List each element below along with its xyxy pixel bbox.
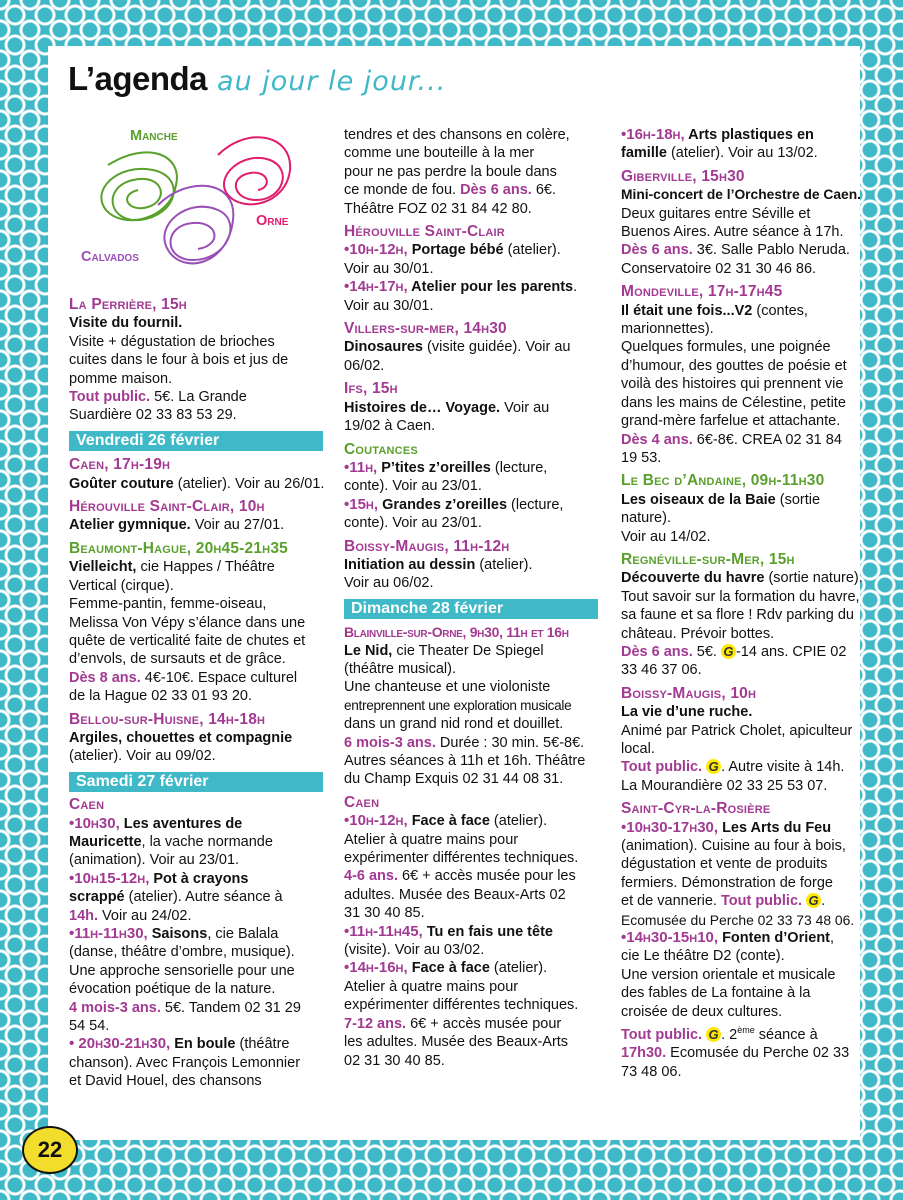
column-3 bbox=[621, 126, 883, 1081]
event-time: •11h-11h45, bbox=[344, 922, 423, 940]
event-text: ce monde de fou. bbox=[344, 182, 461, 199]
event-title: Les Arts du Feu bbox=[718, 819, 832, 836]
event-text: du Champ Exquis 02 31 44 08 31. bbox=[344, 771, 564, 788]
event-text: 6€ + accès musée pour les bbox=[398, 868, 576, 885]
event-text: Suardière 02 33 83 53 29. bbox=[69, 407, 237, 424]
event-location: Saint-Cyr-la-Rosière bbox=[621, 800, 771, 818]
event-title: Atelier pour les parents bbox=[407, 279, 574, 296]
event-text: Voir au 27/01. bbox=[190, 517, 285, 534]
event-title: Visite du fournil. bbox=[69, 315, 183, 332]
event bbox=[344, 441, 606, 533]
event-text: (atelier). Voir au 13/02. bbox=[666, 145, 818, 162]
event bbox=[621, 283, 883, 467]
event-continued bbox=[344, 126, 606, 218]
event-title: famille bbox=[621, 145, 667, 162]
event bbox=[344, 320, 606, 375]
event-text: Voir au 06/02. bbox=[344, 575, 434, 592]
event-location: Boissy-Maugis, 10h bbox=[621, 684, 757, 702]
event-title: Portage bébé bbox=[407, 242, 504, 259]
event-text: adultes. Musée des Beaux-Arts 02 bbox=[344, 886, 566, 903]
event-text: Théâtre FOZ 02 31 84 42 80. bbox=[344, 200, 532, 217]
event-text: Quelques formules, une poignée bbox=[621, 339, 831, 356]
event bbox=[621, 551, 883, 680]
event-text: marionnettes). bbox=[621, 321, 714, 338]
event bbox=[69, 711, 329, 766]
event-text: 6€ + accès musée pour bbox=[406, 1015, 562, 1032]
event-location: Hérouville Saint-Clair, 10h bbox=[69, 498, 265, 516]
page-number: 22 bbox=[22, 1126, 78, 1174]
event-title: Initiation au dessin bbox=[344, 556, 476, 573]
event-title: Atelier gymnique. bbox=[69, 517, 191, 534]
event-text: 02 31 30 40 85. bbox=[344, 1052, 445, 1069]
event-time: •10h15-12h, bbox=[69, 869, 150, 887]
event-text: , bbox=[830, 930, 835, 947]
event-text: dégustation et vente de produits bbox=[621, 856, 828, 873]
event-text: Femme-pantin, femme-oiseau, bbox=[69, 596, 267, 613]
event-title: Dinosaures bbox=[344, 339, 423, 356]
event-location: Le Bec d’Andaine, 09h-11h30 bbox=[621, 472, 825, 490]
event-text: (danse, théâtre d’ombre, musique). bbox=[69, 944, 295, 961]
event-title: Face à face bbox=[407, 960, 490, 977]
event-location: Ifs, 15h bbox=[344, 380, 398, 398]
event-title: Les oiseaux de la Baie bbox=[621, 491, 776, 508]
event-text: cie Happes / Théâtre bbox=[136, 559, 275, 576]
event-text: sa faune et sa flore ! Rdv parking du bbox=[621, 607, 854, 624]
event-location: Beaumont-Hague, 20h45-21h35 bbox=[69, 539, 288, 557]
event-text: cuites dans le four à bois et jus de bbox=[69, 352, 289, 369]
event-text: . bbox=[821, 893, 826, 910]
event-text: Voir au 14/02. bbox=[621, 528, 711, 545]
event bbox=[621, 685, 883, 795]
event-text: des fables de La fontaine à la bbox=[621, 985, 811, 1002]
event-text: les adultes. Musée des Beaux-Arts bbox=[344, 1034, 569, 1051]
event-time: 17h30. bbox=[621, 1045, 667, 1062]
event-text: Buenos Aires. Autre séance à 17h. bbox=[621, 224, 844, 241]
title-script: au jour le jour... bbox=[217, 66, 447, 97]
event-text: La Mourandière 02 33 25 53 07. bbox=[621, 777, 828, 794]
event-time: •10h30-17h30, bbox=[621, 818, 719, 836]
event-text: fermiers. Démonstration de forge bbox=[621, 874, 833, 891]
age-label: Dès 4 ans. bbox=[621, 431, 693, 448]
event bbox=[621, 472, 883, 546]
map-label-manche: Manche bbox=[130, 128, 178, 144]
event-text: . bbox=[573, 279, 578, 296]
column-2 bbox=[344, 126, 606, 1070]
event-text: dans un grand nid rond et douillet. bbox=[344, 716, 564, 733]
event-text: 5€. bbox=[692, 643, 721, 660]
event-time: •10h30, bbox=[69, 814, 120, 832]
event-text: conte). Voir au 23/01. bbox=[344, 478, 482, 495]
event-text: ème bbox=[737, 1025, 755, 1036]
event-text: Atelier à quatre mains pour bbox=[344, 831, 519, 848]
event-text: 54 54. bbox=[69, 1018, 110, 1035]
event-title: Histoires de… Voyage. bbox=[344, 399, 501, 416]
event bbox=[344, 223, 606, 315]
event-title: Vielleicht, bbox=[69, 559, 137, 576]
event-text: Une version orientale et musicale bbox=[621, 966, 836, 983]
event-text: 3€. Salle Pablo Neruda. bbox=[692, 242, 850, 259]
event-text: 19/02 à Caen. bbox=[344, 418, 436, 435]
event-text: et David Houel, des chansons bbox=[69, 1073, 262, 1090]
event-text: Voir au 30/01. bbox=[344, 297, 434, 314]
event-title: Saisons bbox=[147, 926, 208, 942]
map-label-orne: Orne bbox=[256, 213, 289, 229]
event-text: d’envols, de sursauts et de grâce. bbox=[69, 651, 286, 668]
event-location: Villers-sur-mer, 14h30 bbox=[344, 320, 507, 338]
event-text: 33 46 37 06. bbox=[621, 662, 702, 679]
event-text: (contes, bbox=[752, 302, 808, 319]
column-1 bbox=[69, 296, 329, 1091]
event-text: 6€. bbox=[531, 182, 557, 199]
day-header: Dimanche 28 février bbox=[344, 599, 598, 619]
event-text: 6€-8€. CREA 02 31 84 bbox=[692, 431, 842, 448]
event-text: (visite guidée). Voir au bbox=[422, 339, 571, 356]
event-location: Caen, 17h-19h bbox=[69, 456, 171, 474]
map-label-calvados: Calvados bbox=[81, 249, 139, 265]
event-text: . Autre visite à 14h. bbox=[721, 759, 845, 776]
event-text: quête de verticalité faite de chutes et bbox=[69, 632, 306, 649]
event-title: Grandes z’oreilles bbox=[378, 496, 508, 513]
event-text: cie Le théâtre D2 (conte). bbox=[621, 948, 785, 965]
event-location: Coutances bbox=[344, 440, 418, 458]
event-text: Melissa Von Vépy s’élance dans une bbox=[69, 614, 306, 631]
event-title: P’tites z’oreilles bbox=[377, 459, 491, 476]
age-label: Dès 6 ans. bbox=[460, 182, 532, 199]
event-title: Argiles, chouettes et compagnie bbox=[69, 729, 293, 746]
event-text: voilà des histoires qui prennent vie bbox=[621, 376, 844, 393]
event-text: 06/02. bbox=[344, 357, 385, 374]
event-text: chanson). Avec François Lemonnier bbox=[69, 1054, 301, 1071]
event-continued bbox=[621, 126, 883, 163]
event-location: Caen bbox=[69, 796, 105, 814]
event-text: Autres séances à 11h et 16h. Théâtre bbox=[344, 753, 586, 769]
event-title: scrappé bbox=[69, 889, 125, 906]
event-text: entreprennent une exploration musicale bbox=[344, 697, 572, 713]
event bbox=[344, 380, 606, 435]
manche-scribble bbox=[101, 152, 177, 220]
event-location: Mondeville, 17h-17h45 bbox=[621, 283, 783, 301]
event-title: En boule bbox=[170, 1036, 236, 1053]
event-text: (atelier). bbox=[503, 242, 561, 259]
age-label: Dès 6 ans. bbox=[621, 242, 693, 259]
audience-label: Tout public. bbox=[621, 1026, 703, 1043]
event bbox=[344, 538, 606, 593]
event-text: -14 ans. CPIE 02 bbox=[735, 643, 847, 660]
event-text: Voir au bbox=[500, 399, 550, 416]
event-text: (atelier). bbox=[489, 960, 548, 977]
event-title: Tu en fais une tête bbox=[422, 923, 553, 940]
event-text: dans les mains de Célestine, petite bbox=[621, 394, 846, 411]
event-text: 4€-10€. Espace culturel bbox=[140, 669, 298, 686]
event-text: conte). Voir au 23/01. bbox=[344, 515, 482, 532]
event-text: Deux guitares entre Séville et bbox=[621, 205, 811, 222]
event-text: (visite). Voir au 03/02. bbox=[344, 942, 485, 959]
event-text: 5€. Tandem 02 31 29 bbox=[160, 999, 301, 1016]
event-text: (théâtre bbox=[235, 1036, 290, 1053]
event-text: et de vannerie. bbox=[621, 893, 721, 910]
age-label: Dès 6 ans. bbox=[621, 643, 693, 660]
event bbox=[621, 800, 883, 1081]
day-header: Samedi 27 février bbox=[69, 772, 323, 792]
event-time: •14h30-15h10, bbox=[621, 929, 719, 947]
event bbox=[69, 796, 329, 1091]
event-text: 73 48 06. bbox=[621, 1063, 682, 1080]
free-icon: G bbox=[706, 759, 721, 774]
event-text: Ecomusée du Perche 02 33 bbox=[666, 1045, 850, 1062]
event-text: (sortie nature). bbox=[764, 570, 863, 587]
audience-label: Tout public. bbox=[69, 389, 151, 406]
event-text: évocation poétique de la nature. bbox=[69, 981, 276, 998]
event-title: Mini-concert de l’Orchestre de Caen. bbox=[621, 187, 861, 203]
event-text: tendres et des chansons en colère, bbox=[344, 127, 570, 143]
event-text: , la vache normande bbox=[141, 833, 273, 850]
event-text: expérimenter différentes techniques. bbox=[344, 997, 579, 1014]
event-text: Voir au 30/01. bbox=[344, 260, 434, 277]
event-text: , cie Balala bbox=[207, 926, 279, 942]
age-label: 6 mois-3 ans. bbox=[344, 734, 436, 751]
event-time: •11h, bbox=[344, 458, 378, 476]
event-text: Ecomusée du Perche 02 33 73 48 06. bbox=[621, 911, 855, 928]
event-title: Goûter couture bbox=[69, 475, 174, 492]
event-text: expérimenter différentes techniques. bbox=[344, 850, 579, 867]
event-text: local. bbox=[621, 741, 655, 757]
event-text: Animé par Patrick Cholet, apiculteur bbox=[621, 722, 853, 739]
event-title: Il était une fois...V2 bbox=[621, 302, 753, 319]
age-label: 7-12 ans. bbox=[344, 1015, 407, 1032]
event-text: 19 53. bbox=[621, 449, 662, 466]
event-text: (théâtre musical). bbox=[344, 660, 457, 677]
page-title bbox=[68, 60, 446, 98]
event-time: •14h-16h, bbox=[344, 959, 408, 977]
event-text: Une chanteuse et une violoniste bbox=[344, 679, 551, 696]
event-title: La vie d’une ruche. bbox=[621, 704, 753, 721]
audience-label: Tout public. bbox=[720, 893, 803, 910]
region-map bbox=[78, 125, 318, 275]
event-title: Mauricette bbox=[69, 833, 142, 850]
event-text: d’humour, des gouttes de poésie et bbox=[621, 357, 847, 374]
event-text: Atelier à quatre mains pour bbox=[344, 978, 519, 995]
event-text: (animation). Voir au 23/01. bbox=[69, 852, 240, 869]
event-text: nature). bbox=[621, 510, 671, 527]
event-title: Le Nid, bbox=[344, 642, 393, 659]
event-text: Durée : 30 min. 5€-8€. bbox=[435, 734, 585, 751]
calvados-scribble bbox=[158, 186, 233, 264]
event bbox=[69, 456, 329, 493]
event-text: de la Hague 02 33 01 93 20. bbox=[69, 688, 253, 705]
event-time: •10h-12h, bbox=[344, 812, 408, 830]
event-text: Conservatoire 02 31 30 46 86. bbox=[621, 260, 817, 277]
event-title: Pot à crayons bbox=[149, 870, 249, 887]
event bbox=[69, 498, 329, 535]
free-icon: G bbox=[706, 1027, 721, 1042]
event-text: Tout savoir sur la formation du havre, bbox=[621, 588, 860, 605]
event-text: (lecture, bbox=[507, 496, 564, 513]
event-time: • 20h30-21h30, bbox=[69, 1035, 171, 1053]
event bbox=[621, 168, 883, 278]
event-title: Face à face bbox=[407, 813, 490, 830]
event bbox=[69, 540, 329, 706]
event-location: Caen bbox=[344, 793, 380, 811]
event-text: cie Theater De Spiegel bbox=[392, 642, 544, 659]
event-text: pour ne pas perdre la boule dans bbox=[344, 163, 557, 180]
event-time: •14h-17h, bbox=[344, 278, 408, 296]
age-label: Dès 8 ans. bbox=[69, 669, 141, 686]
event-location: Bellou-sur-Huisne, 14h-18h bbox=[69, 710, 266, 728]
age-label: 4-6 ans. bbox=[344, 868, 398, 885]
event-location: Giberville, 15h30 bbox=[621, 167, 745, 185]
event bbox=[69, 296, 329, 425]
event-text: (animation). Cuisine au four à bois, bbox=[621, 838, 846, 855]
event-time: 14h. bbox=[69, 907, 99, 924]
event-text: château. Prévoir bottes. bbox=[621, 625, 775, 642]
event-text: . 2 bbox=[721, 1026, 738, 1043]
event-time: •11h-11h30, bbox=[69, 925, 148, 942]
event bbox=[344, 794, 606, 1070]
age-label: 4 mois-3 ans. bbox=[69, 999, 161, 1016]
event-text: (atelier). bbox=[475, 556, 533, 573]
event-title: Découverte du havre bbox=[621, 570, 765, 587]
event-location: Hérouville Saint-Clair bbox=[344, 223, 505, 241]
orne-scribble bbox=[218, 137, 290, 204]
audience-label: Tout public. bbox=[621, 759, 703, 776]
free-icon: G bbox=[721, 644, 736, 659]
event-text: (atelier). Voir au 09/02. bbox=[69, 748, 216, 765]
event-title: Fonten d’Orient bbox=[718, 930, 831, 947]
day-header: Vendredi 26 février bbox=[69, 431, 323, 451]
event-text: 5€. La Grande bbox=[150, 389, 247, 406]
event bbox=[344, 623, 606, 789]
event-title: Arts plastiques en bbox=[684, 127, 814, 143]
event-text: croisée de deux cultures. bbox=[621, 1003, 783, 1020]
event-text: Voir au 24/02. bbox=[98, 907, 192, 924]
free-icon: G bbox=[806, 893, 821, 908]
event-location: Blainville-sur-Orne, 9h30, 11h et 16h bbox=[344, 624, 569, 641]
event-text: (atelier). bbox=[489, 813, 548, 830]
event-time: •10h-12h, bbox=[344, 241, 408, 259]
event-text: séance à bbox=[754, 1026, 818, 1043]
event-text: (atelier). Voir au 26/01. bbox=[173, 475, 325, 492]
event-text: Visite + dégustation de brioches bbox=[69, 333, 275, 350]
event-text: comme une bouteille à la mer bbox=[344, 145, 535, 162]
event-time: •16h-18h, bbox=[621, 126, 685, 143]
event-text: pomme maison. bbox=[69, 370, 173, 387]
title-main: L’agenda bbox=[68, 60, 208, 97]
event-text: (sortie bbox=[775, 491, 821, 508]
event-text: 31 30 40 85. bbox=[344, 905, 425, 922]
event-location: La Perrière, 15h bbox=[69, 296, 187, 313]
event-text: (atelier). Autre séance à bbox=[124, 889, 283, 906]
event-location: Regnéville-sur-Mer, 15h bbox=[621, 550, 795, 568]
event-text: Vertical (cirque). bbox=[69, 577, 174, 594]
event-text: Une approche sensorielle pour une bbox=[69, 962, 295, 979]
event-text: grand-mère farfelue et attachante. bbox=[621, 413, 841, 430]
event-location: Boissy-Maugis, 11h-12h bbox=[344, 537, 510, 555]
event-text: (lecture, bbox=[490, 459, 548, 476]
event-time: •15h, bbox=[344, 495, 379, 513]
event-title: Les aventures de bbox=[119, 815, 243, 832]
